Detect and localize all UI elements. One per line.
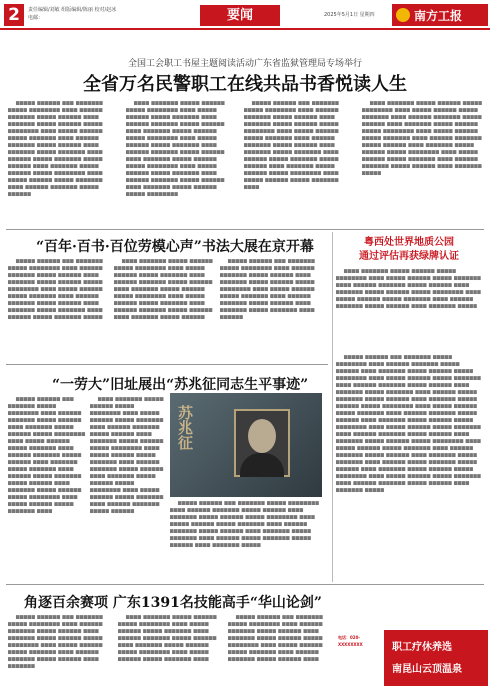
lead-article-col-4: ▆▆▆▆ ▆▆▆▆▆▆▆ ▆▆▆▆▆ ▆▆▆▆▆▆ ▆▆▆▆▆ ▆▆▆▆▆▆▆▆ ▆▆▆▆ ▆▆▆▆▆ ▆▆▆▆▆▆ ▆▆▆▆▆ ▆▆▆▆▆▆▆ ▆▆▆▆ ▆▆▆▆▆▆ ▆▆▆▆▆▆▆ ▆▆▆▆▆ ▆▆▆▆▆▆ ▆▆▆▆ ▆▆▆▆▆▆▆ ▆▆▆▆▆ ▆▆▆▆▆▆ ▆▆▆▆▆ ▆▆▆▆▆▆▆▆ ▆▆▆▆ ▆▆▆▆▆ ▆▆▆▆▆▆ ▆▆▆▆▆ ▆▆▆▆▆▆▆ ▆▆▆▆ ▆▆▆▆▆▆ ▆▆▆▆▆▆▆ ▆▆▆▆▆ ▆▆▆▆▆▆ ▆▆▆▆ ▆▆▆▆▆▆▆ ▆▆▆▆▆ ▆▆▆▆▆▆ ▆▆▆▆▆ ▆▆▆▆▆▆▆▆ ▆▆▆▆ ▆▆▆▆▆ ▆▆▆▆▆▆ ▆▆▆▆▆ ▆▆▆▆▆▆▆ ▆▆▆▆ ▆▆▆▆▆▆ ▆▆▆▆▆▆▆ ▆▆▆▆▆ ▆▆▆▆▆▆ ▆▆▆▆ ▆▆▆▆▆▆▆ ▆▆▆▆▆ xyxy=(362,101,483,176)
red-tour-article-col-3: ▆▆▆▆▆ ▆▆▆▆▆▆ ▆▆▆ ▆▆▆▆▆▆▆ ▆▆▆▆▆ ▆▆▆▆▆▆▆▆ ▆▆▆▆ ▆▆▆▆▆▆ ▆▆▆▆▆▆▆ ▆▆▆▆▆ ▆▆▆▆▆▆ ▆▆▆▆ ▆▆▆▆▆▆▆ ▆▆▆▆▆ ▆▆▆▆▆▆ ▆▆▆▆▆ ▆▆▆▆▆▆▆▆ ▆▆▆▆ ▆▆▆▆▆ ▆▆▆▆▆▆ ▆▆▆▆▆ ▆▆▆▆▆▆▆ ▆▆▆▆ ▆▆▆▆▆▆ ▆▆▆▆▆▆▆ ▆▆▆▆▆ ▆▆▆▆▆▆ ▆▆▆▆ ▆▆▆▆▆▆▆ ▆▆▆▆▆ ▆▆▆▆▆▆▆ ▆▆▆▆ ▆▆▆▆▆▆ ▆▆▆▆▆ ▆▆▆▆▆▆▆ ▆▆▆▆▆ ▆▆▆▆▆▆ ▆▆▆▆ ▆▆▆▆▆▆▆ ▆▆▆▆▆ xyxy=(170,501,320,548)
geopark-article: ▆▆▆▆ ▆▆▆▆▆▆▆ ▆▆▆▆▆ ▆▆▆▆▆▆ ▆▆▆▆▆ ▆▆▆▆▆▆▆▆ ▆▆▆▆ ▆▆▆▆▆ ▆▆▆▆▆▆ ▆▆▆▆▆ ▆▆▆▆▆▆▆ ▆▆▆▆ ▆▆▆▆▆▆ ▆▆▆▆▆▆▆ ▆▆▆▆▆ ▆▆▆▆▆▆ ▆▆▆▆ ▆▆▆▆▆▆▆ ▆▆▆▆▆ ▆▆▆▆▆▆ ▆▆▆▆▆ ▆▆▆▆▆▆▆▆ ▆▆▆▆ ▆▆▆▆▆ ▆▆▆▆▆▆ ▆▆▆▆▆ ▆▆▆▆▆▆▆ ▆▆▆▆ ▆▆▆▆▆▆ ▆▆▆▆▆▆▆ ▆▆▆▆▆ ▆▆▆▆▆▆ ▆▆▆▆ ▆▆▆▆▆▆▆ ▆▆▆▆▆ xyxy=(336,269,482,309)
lead-kicker: 全国工会职工书屋主题阅读活动广东省监狱管理局专场举行 xyxy=(127,59,362,69)
section-title: 要闻 xyxy=(200,5,280,26)
issue-date: 2025年5月1日 星期四 xyxy=(324,12,375,18)
right-column-article: ▆▆▆▆▆ ▆▆▆▆▆▆ ▆▆▆ ▆▆▆▆▆▆▆ ▆▆▆▆▆ ▆▆▆▆▆▆▆▆ ▆▆▆▆ ▆▆▆▆▆▆ ▆▆▆▆▆▆▆ ▆▆▆▆▆ ▆▆▆▆▆▆ ▆▆▆▆ ▆▆▆▆▆▆▆ ▆▆▆▆▆ ▆▆▆▆▆▆ ▆▆▆▆▆ ▆▆▆▆▆▆▆▆ ▆▆▆▆ ▆▆▆▆▆ ▆▆▆▆▆▆ ▆▆▆▆▆ ▆▆▆▆▆▆▆ ▆▆▆▆ ▆▆▆▆▆▆ ▆▆▆▆▆▆▆ ▆▆▆▆▆ ▆▆▆▆▆▆ ▆▆▆▆ ▆▆▆▆▆▆▆ ▆▆▆▆▆ ▆▆▆▆▆▆▆ ▆▆▆▆ ▆▆▆▆▆▆ ▆▆▆▆▆ ▆▆▆▆▆▆▆ ▆▆▆▆▆ ▆▆▆▆▆▆ ▆▆▆▆ ▆▆▆▆▆▆▆ ▆▆▆▆▆ ▆▆▆▆▆▆ ▆▆▆▆▆ ▆▆▆▆▆▆▆▆ ▆▆▆▆ ▆▆▆▆▆ ▆▆▆▆▆▆ ▆▆▆▆▆ ▆▆▆▆▆▆▆ ▆▆▆▆ ▆▆▆▆▆▆ ▆▆▆▆▆▆▆ ▆▆▆▆▆ ▆▆▆▆▆▆ ▆▆▆▆ ▆▆▆▆▆▆▆ ▆▆▆▆▆ ▆▆▆▆▆▆ ▆▆▆▆▆ ▆▆▆▆▆▆▆▆ ▆▆▆▆ ▆▆▆▆▆ ▆▆▆▆▆▆ ▆▆▆▆▆ ▆▆▆▆▆▆▆ ▆▆▆▆ ▆▆▆▆▆▆ ▆▆▆▆▆▆▆ ▆▆▆▆▆ ▆▆▆▆▆▆ ▆▆▆▆ ▆▆▆▆▆▆▆ ▆▆▆▆▆ ▆▆▆▆▆▆ ▆▆▆▆▆ ▆▆▆▆▆▆▆▆ ▆▆▆▆ ▆▆▆▆▆ ▆▆▆▆▆▆ ▆▆▆▆▆ ▆▆▆▆▆▆▆ ▆▆▆▆ ▆▆▆▆▆▆ ▆▆▆▆▆▆▆ ▆▆▆▆▆ ▆▆▆▆▆▆ ▆▆▆▆ ▆▆▆▆▆▆▆ ▆▆▆▆▆ ▆▆▆▆▆▆▆ ▆▆▆▆ ▆▆▆▆▆▆ ▆▆▆▆▆ ▆▆▆▆▆▆▆ ▆▆▆▆▆ ▆▆▆▆▆▆ ▆▆▆▆ ▆▆▆▆▆▆▆ ▆▆▆▆▆ ▆▆▆▆▆▆ ▆▆▆▆▆ ▆▆▆▆▆▆▆▆ ▆▆▆▆ ▆▆▆▆▆ ▆▆▆▆▆▆ ▆▆▆▆▆ ▆▆▆▆▆▆▆ ▆▆▆▆ ▆▆▆▆▆▆ ▆▆▆▆▆▆▆ ▆▆▆▆▆ ▆▆▆▆▆▆ ▆▆▆▆ ▆▆▆▆▆▆▆ ▆▆▆▆▆ xyxy=(336,355,482,493)
lead-article-col-3: ▆▆▆▆▆ ▆▆▆▆▆▆ ▆▆▆ ▆▆▆▆▆▆▆ ▆▆▆▆▆ ▆▆▆▆▆▆▆▆ ▆▆▆▆ ▆▆▆▆▆▆ ▆▆▆▆▆▆▆ ▆▆▆▆▆ ▆▆▆▆▆▆ ▆▆▆▆ ▆▆▆▆▆▆▆ ▆▆▆▆▆ ▆▆▆▆▆▆ ▆▆▆▆▆ ▆▆▆▆▆▆▆▆ ▆▆▆▆ ▆▆▆▆▆ ▆▆▆▆▆▆ ▆▆▆▆▆ ▆▆▆▆▆▆▆ ▆▆▆▆ ▆▆▆▆▆▆ ▆▆▆▆▆▆▆ ▆▆▆▆▆ ▆▆▆▆▆▆ ▆▆▆▆ ▆▆▆▆▆▆▆ ▆▆▆▆▆ ▆▆▆▆▆▆▆ ▆▆▆▆ ▆▆▆▆▆▆ ▆▆▆▆▆ ▆▆▆▆▆▆▆ ▆▆▆▆▆ ▆▆▆▆▆▆ ▆▆▆▆ ▆▆▆▆▆▆▆ ▆▆▆▆▆ ▆▆▆▆▆▆ ▆▆▆▆▆ ▆▆▆▆▆▆▆▆ ▆▆▆▆ ▆▆▆▆▆ ▆▆▆▆▆▆ ▆▆▆▆▆ ▆▆▆▆▆▆▆ ▆▆▆▆ xyxy=(244,101,340,190)
ad-side-text: 电话：020-XXXXXXXX xyxy=(338,635,363,647)
advertisement[interactable] xyxy=(384,630,488,686)
geopark-headline: 粤西处世界地质公园 通过评估再获绿牌认证 xyxy=(359,237,459,262)
contest-article-col-2: ▆▆▆▆ ▆▆▆▆▆▆▆ ▆▆▆▆▆ ▆▆▆▆▆▆ ▆▆▆▆▆ ▆▆▆▆▆▆▆▆ ▆▆▆▆ ▆▆▆▆▆ ▆▆▆▆▆▆ ▆▆▆▆▆ ▆▆▆▆▆▆▆ ▆▆▆▆ ▆▆▆▆▆▆ ▆▆▆▆▆▆▆ ▆▆▆▆▆ ▆▆▆▆▆▆ ▆▆▆▆ ▆▆▆▆▆▆▆ ▆▆▆▆▆ ▆▆▆▆▆▆ ▆▆▆▆▆ ▆▆▆▆▆▆▆▆ ▆▆▆▆ ▆▆▆▆▆ ▆▆▆▆▆▆ ▆▆▆▆▆ ▆▆▆▆▆▆▆ ▆▆▆▆ xyxy=(118,615,217,662)
divider xyxy=(6,229,484,230)
portrait-suit xyxy=(240,453,284,477)
page-number: 2 xyxy=(4,4,24,26)
calligraphy-article-col-2: ▆▆▆▆ ▆▆▆▆▆▆▆ ▆▆▆▆▆ ▆▆▆▆▆▆ ▆▆▆▆▆ ▆▆▆▆▆▆▆▆ ▆▆▆▆ ▆▆▆▆▆ ▆▆▆▆▆▆ ▆▆▆▆▆ ▆▆▆▆▆▆▆ ▆▆▆▆ ▆▆▆▆▆▆ ▆▆▆▆▆▆▆ ▆▆▆▆▆ ▆▆▆▆▆▆ ▆▆▆▆ ▆▆▆▆▆▆▆ ▆▆▆▆▆ ▆▆▆▆▆▆ ▆▆▆▆▆ ▆▆▆▆▆▆▆▆ ▆▆▆▆ ▆▆▆▆▆ ▆▆▆▆▆▆ ▆▆▆▆▆ ▆▆▆▆▆▆▆ ▆▆▆▆ ▆▆▆▆▆▆ ▆▆▆▆▆▆▆ ▆▆▆▆▆ ▆▆▆▆▆▆ ▆▆▆▆ ▆▆▆▆▆▆▆ ▆▆▆▆▆ ▆▆▆▆▆▆ xyxy=(114,259,213,320)
editor-credits: 责任编辑/刘敏 组版编辑/陈丽 校对/赵冰 电邮： xyxy=(28,7,117,21)
exhibition-photo xyxy=(170,393,322,497)
ad-line-1: 职工疗休养选 xyxy=(392,642,452,653)
contest-article-col-3: ▆▆▆▆▆ ▆▆▆▆▆▆ ▆▆▆ ▆▆▆▆▆▆▆ ▆▆▆▆▆ ▆▆▆▆▆▆▆▆ ▆▆▆▆ ▆▆▆▆▆▆ ▆▆▆▆▆▆▆ ▆▆▆▆▆ ▆▆▆▆▆▆ ▆▆▆▆ ▆▆▆▆▆▆▆ ▆▆▆▆▆ ▆▆▆▆▆▆ ▆▆▆▆▆ ▆▆▆▆▆▆▆▆ ▆▆▆▆ ▆▆▆▆▆ ▆▆▆▆▆▆ ▆▆▆▆▆ ▆▆▆▆▆▆▆ ▆▆▆▆ ▆▆▆▆▆▆ ▆▆▆▆▆▆▆ ▆▆▆▆▆ ▆▆▆▆▆▆ ▆▆▆▆ xyxy=(228,615,324,662)
masthead xyxy=(0,0,490,30)
calligraphy-article-col-1: ▆▆▆▆▆ ▆▆▆▆▆▆ ▆▆▆ ▆▆▆▆▆▆▆ ▆▆▆▆▆ ▆▆▆▆▆▆▆▆ ▆▆▆▆ ▆▆▆▆▆▆ ▆▆▆▆▆▆▆ ▆▆▆▆▆ ▆▆▆▆▆▆ ▆▆▆▆ ▆▆▆▆▆▆▆ ▆▆▆▆▆ ▆▆▆▆▆▆ ▆▆▆▆▆ ▆▆▆▆▆▆▆▆ ▆▆▆▆ ▆▆▆▆▆ ▆▆▆▆▆▆ ▆▆▆▆▆ ▆▆▆▆▆▆▆ ▆▆▆▆ ▆▆▆▆▆▆ ▆▆▆▆▆▆▆ ▆▆▆▆▆ ▆▆▆▆▆▆ ▆▆▆▆ ▆▆▆▆▆▆▆ ▆▆▆▆▆ ▆▆▆▆▆▆▆ ▆▆▆▆ ▆▆▆▆▆▆ ▆▆▆▆▆ ▆▆▆▆▆▆▆ ▆▆▆▆▆ xyxy=(8,259,104,320)
ad-line-2: 南昆山云顶温泉 xyxy=(392,664,462,675)
newspaper-logo: 南方工报 xyxy=(392,4,488,26)
lead-headline: 全省万名民警职工在线共品书香悦读人生 xyxy=(83,74,407,95)
lead-article-col-1: ▆▆▆▆▆ ▆▆▆▆▆▆ ▆▆▆ ▆▆▆▆▆▆▆ ▆▆▆▆▆ ▆▆▆▆▆▆▆▆ ▆▆▆▆ ▆▆▆▆▆▆ ▆▆▆▆▆▆▆ ▆▆▆▆▆ ▆▆▆▆▆▆ ▆▆▆▆ ▆▆▆▆▆▆▆ ▆▆▆▆▆ ▆▆▆▆▆▆ ▆▆▆▆▆ ▆▆▆▆▆▆▆▆ ▆▆▆▆ ▆▆▆▆▆ ▆▆▆▆▆▆ ▆▆▆▆▆ ▆▆▆▆▆▆▆ ▆▆▆▆ ▆▆▆▆▆▆ ▆▆▆▆▆▆▆ ▆▆▆▆▆ ▆▆▆▆▆▆ ▆▆▆▆ ▆▆▆▆▆▆▆ ▆▆▆▆▆ ▆▆▆▆▆▆▆ ▆▆▆▆ ▆▆▆▆▆▆ ▆▆▆▆▆ ▆▆▆▆▆▆▆ ▆▆▆▆▆ ▆▆▆▆▆▆ ▆▆▆▆ ▆▆▆▆▆▆▆ ▆▆▆▆▆ ▆▆▆▆▆▆ ▆▆▆▆▆ ▆▆▆▆▆▆▆▆ ▆▆▆▆ ▆▆▆▆▆ ▆▆▆▆▆▆ ▆▆▆▆▆ ▆▆▆▆▆▆▆ ▆▆▆▆ ▆▆▆▆▆▆ ▆▆▆▆▆▆▆ ▆▆▆▆▆ ▆▆▆▆▆▆ xyxy=(8,101,104,197)
calligraphy-headline: “百年·百书·百位劳模心声”书法大展在京开幕 xyxy=(36,239,314,255)
red-tour-article-col-2: ▆▆▆▆ ▆▆▆▆▆▆▆ ▆▆▆▆▆ ▆▆▆▆▆▆ ▆▆▆▆▆ ▆▆▆▆▆▆▆▆ ▆▆▆▆ ▆▆▆▆▆ ▆▆▆▆▆▆ ▆▆▆▆▆ ▆▆▆▆▆▆▆ ▆▆▆▆ ▆▆▆▆▆▆ ▆▆▆▆▆▆▆ ▆▆▆▆▆ ▆▆▆▆▆▆ ▆▆▆▆ ▆▆▆▆▆▆▆ ▆▆▆▆▆ ▆▆▆▆▆▆ ▆▆▆▆▆ ▆▆▆▆▆▆▆▆ ▆▆▆▆ ▆▆▆▆▆ ▆▆▆▆▆▆ ▆▆▆▆▆ ▆▆▆▆▆▆▆ ▆▆▆▆ ▆▆▆▆▆▆ ▆▆▆▆▆▆▆ ▆▆▆▆▆ ▆▆▆▆▆▆ ▆▆▆▆ ▆▆▆▆▆▆▆ ▆▆▆▆▆ ▆▆▆▆▆▆ ▆▆▆▆▆ ▆▆▆▆▆▆▆▆ ▆▆▆▆ ▆▆▆▆▆ ▆▆▆▆▆▆ ▆▆▆▆▆ ▆▆▆▆▆▆▆ ▆▆▆▆ ▆▆▆▆▆▆ ▆▆▆▆▆▆▆ ▆▆▆▆▆ ▆▆▆▆▆▆ xyxy=(90,397,164,514)
divider xyxy=(6,584,484,585)
divider xyxy=(6,364,328,365)
contest-article-col-1: ▆▆▆▆▆ ▆▆▆▆▆▆ ▆▆▆ ▆▆▆▆▆▆▆ ▆▆▆▆▆ ▆▆▆▆▆▆▆▆ ▆▆▆▆ ▆▆▆▆▆▆ ▆▆▆▆▆▆▆ ▆▆▆▆▆ ▆▆▆▆▆▆ ▆▆▆▆ ▆▆▆▆▆▆▆ ▆▆▆▆▆ ▆▆▆▆▆▆ ▆▆▆▆▆ ▆▆▆▆▆▆▆▆ ▆▆▆▆ ▆▆▆▆▆ ▆▆▆▆▆▆ ▆▆▆▆▆ ▆▆▆▆▆▆▆ ▆▆▆▆ ▆▆▆▆▆▆ ▆▆▆▆▆▆▆ ▆▆▆▆▆ ▆▆▆▆▆▆ ▆▆▆▆ ▆▆▆▆▆▆▆ xyxy=(8,615,104,669)
portrait-face xyxy=(248,419,276,453)
red-tour-headline: “一劳大”旧址展出“苏兆征同志生平事迹” xyxy=(52,377,309,393)
sun-icon xyxy=(396,8,410,22)
lead-article-col-2: ▆▆▆▆ ▆▆▆▆▆▆▆ ▆▆▆▆▆ ▆▆▆▆▆▆ ▆▆▆▆▆ ▆▆▆▆▆▆▆▆ ▆▆▆▆ ▆▆▆▆▆ ▆▆▆▆▆▆ ▆▆▆▆▆ ▆▆▆▆▆▆▆ ▆▆▆▆ ▆▆▆▆▆▆ ▆▆▆▆▆▆▆ ▆▆▆▆▆ ▆▆▆▆▆▆ ▆▆▆▆ ▆▆▆▆▆▆▆ ▆▆▆▆▆ ▆▆▆▆▆▆ ▆▆▆▆▆ ▆▆▆▆▆▆▆▆ ▆▆▆▆ ▆▆▆▆▆ ▆▆▆▆▆▆ ▆▆▆▆▆ ▆▆▆▆▆▆▆ ▆▆▆▆ ▆▆▆▆▆▆ ▆▆▆▆▆▆▆ ▆▆▆▆▆ ▆▆▆▆▆▆ ▆▆▆▆ ▆▆▆▆▆▆▆ ▆▆▆▆▆ ▆▆▆▆▆▆ ▆▆▆▆▆ ▆▆▆▆▆▆▆▆ ▆▆▆▆ ▆▆▆▆▆ ▆▆▆▆▆▆ ▆▆▆▆▆ ▆▆▆▆▆▆▆ ▆▆▆▆ ▆▆▆▆▆▆ ▆▆▆▆▆▆▆ ▆▆▆▆▆ ▆▆▆▆▆▆ ▆▆▆▆ ▆▆▆▆▆▆▆ ▆▆▆▆▆ ▆▆▆▆▆▆ ▆▆▆▆▆ ▆▆▆▆▆▆▆▆ xyxy=(126,101,225,197)
calligraphy-article-col-3: ▆▆▆▆▆ ▆▆▆▆▆▆ ▆▆▆ ▆▆▆▆▆▆▆ ▆▆▆▆▆ ▆▆▆▆▆▆▆▆ ▆▆▆▆ ▆▆▆▆▆▆ ▆▆▆▆▆▆▆ ▆▆▆▆▆ ▆▆▆▆▆▆ ▆▆▆▆ ▆▆▆▆▆▆▆ ▆▆▆▆▆ ▆▆▆▆▆▆ ▆▆▆▆▆ ▆▆▆▆▆▆▆▆ ▆▆▆▆ ▆▆▆▆▆ ▆▆▆▆▆▆ ▆▆▆▆▆ ▆▆▆▆▆▆▆ ▆▆▆▆ ▆▆▆▆▆▆ ▆▆▆▆▆▆▆ ▆▆▆▆▆ ▆▆▆▆▆▆ ▆▆▆▆ ▆▆▆▆▆▆▆ ▆▆▆▆▆ ▆▆▆▆▆▆▆ ▆▆▆▆ ▆▆▆▆▆▆ xyxy=(220,259,316,320)
red-tour-article-col-1: ▆▆▆▆▆ ▆▆▆▆▆▆ ▆▆▆ ▆▆▆▆▆▆▆ ▆▆▆▆▆ ▆▆▆▆▆▆▆▆ ▆▆▆▆ ▆▆▆▆▆▆ ▆▆▆▆▆▆▆ ▆▆▆▆▆ ▆▆▆▆▆▆ ▆▆▆▆ ▆▆▆▆▆▆▆ ▆▆▆▆▆ ▆▆▆▆▆▆ ▆▆▆▆▆ ▆▆▆▆▆▆▆▆ ▆▆▆▆ ▆▆▆▆▆ ▆▆▆▆▆▆ ▆▆▆▆▆ ▆▆▆▆▆▆▆ ▆▆▆▆ ▆▆▆▆▆▆ ▆▆▆▆▆▆▆ ▆▆▆▆▆ ▆▆▆▆▆▆ ▆▆▆▆ ▆▆▆▆▆▆▆ ▆▆▆▆▆ ▆▆▆▆▆▆▆ ▆▆▆▆ ▆▆▆▆▆▆ ▆▆▆▆▆ ▆▆▆▆▆▆▆ ▆▆▆▆▆ ▆▆▆▆▆▆ ▆▆▆▆ ▆▆▆▆▆▆▆ ▆▆▆▆▆ ▆▆▆▆▆▆ ▆▆▆▆▆ ▆▆▆▆▆▆▆▆ ▆▆▆▆ ▆▆▆▆▆ ▆▆▆▆▆▆ ▆▆▆▆▆ ▆▆▆▆▆▆▆ ▆▆▆▆ xyxy=(8,397,86,514)
calligraphy-banner: 苏兆征 xyxy=(176,405,194,450)
portrait-frame xyxy=(234,409,290,477)
contest-headline: 角逐百余赛项 广东1391名技能高手“华山论剑” xyxy=(24,595,322,611)
column-divider xyxy=(332,232,333,582)
